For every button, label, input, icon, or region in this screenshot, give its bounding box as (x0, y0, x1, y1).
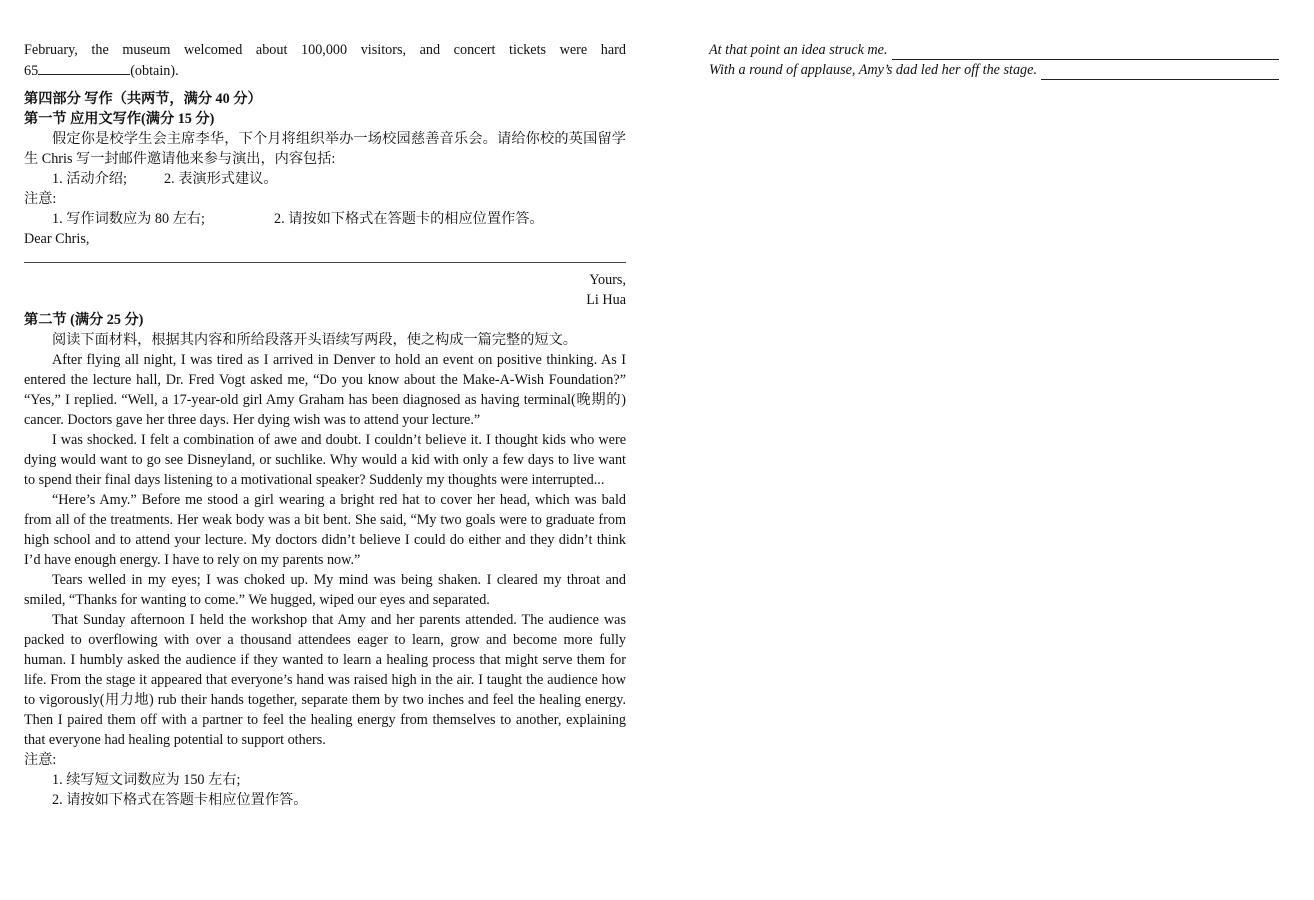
section1-note-label: 注意: (24, 191, 57, 207)
note-1: 1. 写作词数应为 80 左右; (52, 211, 205, 227)
note-2: 2. 请按如下格式在答题卡的相应位置作答。 (274, 211, 544, 227)
opening-2-text: With a round of applause, Amy’s dad led her off the stage. (709, 62, 1037, 78)
section1-title: 第一节 应用文写作(满分 15 分) (24, 111, 215, 127)
part4-title: 第四部分 写作（共两节，满分 40 分） (24, 91, 262, 107)
question-hint: (obtain). (130, 63, 179, 79)
section2-note-2: 2. 请按如下格式在答题卡相应位置作答。 (52, 792, 308, 808)
story-paragraph: I was shocked. I felt a combination of awe and doubt. I couldn’t believe it. I thought kids who were dying would want to go see Disneyland, or suchlike. Why would a kid with only a few days to live want to spend their final days listening to a motivational speaker? Suddenly my thoughts were interrupted... (24, 432, 626, 488)
opening-1-text: At that point an idea struck me. (709, 42, 888, 58)
letter-closing: Yours, (589, 272, 626, 288)
story-paragraph: “Here’s Amy.” Before me stood a girl wearing a bright red hat to cover her head, which was bald from all of the treatments. Her weak body was a bit bent. She said, “My two goals were to graduate from high school and to attend your lecture. My doctors didn’t believe I could do either and they didn’t think I’d have enough energy. I have to rely on my parents now.” (24, 492, 626, 568)
writing-line[interactable] (24, 262, 626, 263)
section1-notes (24, 209, 626, 229)
story-paragraph: That Sunday afternoon I held the workshop that Amy and her parents attended. The audience was packed to overflowing with over a thousand attendees eager to learn, grow and become more fully human. I humbly asked the audience if they wanted to learn a healing process that might serve them for life. From the stage it appeared that everyone’s hand was raised high in the air. I taught the audience how to vigorously(用力地) rub their hands together, separate them by two inches and feel the healing energy. Then I paired them off with a partner to feel the healing energy from themselves to another, explaining that everyone had healing potential to support others. (24, 612, 626, 748)
question-65 (24, 60, 626, 81)
section2-title: 第二节 (满分 25 分) (24, 312, 144, 328)
continuation-opening-2 (709, 60, 1279, 80)
letter-signature: Li Hua (586, 292, 626, 308)
continuation-line: February, the museum welcomed about 100,000 visitors, and concert tickets were hard (24, 42, 626, 58)
section2-note-label: 注意: (24, 752, 57, 768)
section2-note-1: 1. 续写短文词数应为 150 左右; (52, 772, 241, 788)
right-column (709, 40, 1279, 80)
point-2: 2. 表演形式建议。 (164, 171, 278, 187)
opening-1-blank[interactable] (892, 45, 1279, 60)
section1-points (24, 169, 626, 189)
section1-prompt: 假定你是校学生会主席李华，下个月将组织举办一场校园慈善音乐会。请给你校的英国留学生 Chris 写一封邮件邀请他来参与演出，内容包括: (24, 131, 626, 167)
letter-greeting: Dear Chris, (24, 231, 90, 247)
continuation-opening-1 (709, 40, 1279, 60)
story-paragraph: Tears welled in my eyes; I was choked up. My mind was being shaken. I cleared my throat and smiled, “Thanks for wanting to come.” We hugged, wiped our eyes and separated. (24, 572, 626, 608)
left-column (24, 40, 626, 810)
story-paragraph: After flying all night, I was tired as I arrived in Denver to hold an event on positive thinking. As I entered the lecture hall, Dr. Fred Vogt asked me, “Do you know about the Make-A-Wish Foundation?” “Yes,” I replied. “Well, a 17-year-old girl Amy Graham has been diagnosed as having terminal(晚期的) cancer. Doctors gave her three days. Her dying wish was to attend your lecture.” (24, 352, 626, 428)
opening-2-blank[interactable] (1041, 65, 1279, 80)
point-1: 1. 活动介绍; (52, 171, 127, 187)
question-number: 65 (24, 63, 39, 79)
answer-blank[interactable] (38, 60, 130, 75)
section2-instruction: 阅读下面材料，根据其内容和所给段落开头语续写两段，使之构成一篇完整的短文。 (52, 332, 577, 348)
